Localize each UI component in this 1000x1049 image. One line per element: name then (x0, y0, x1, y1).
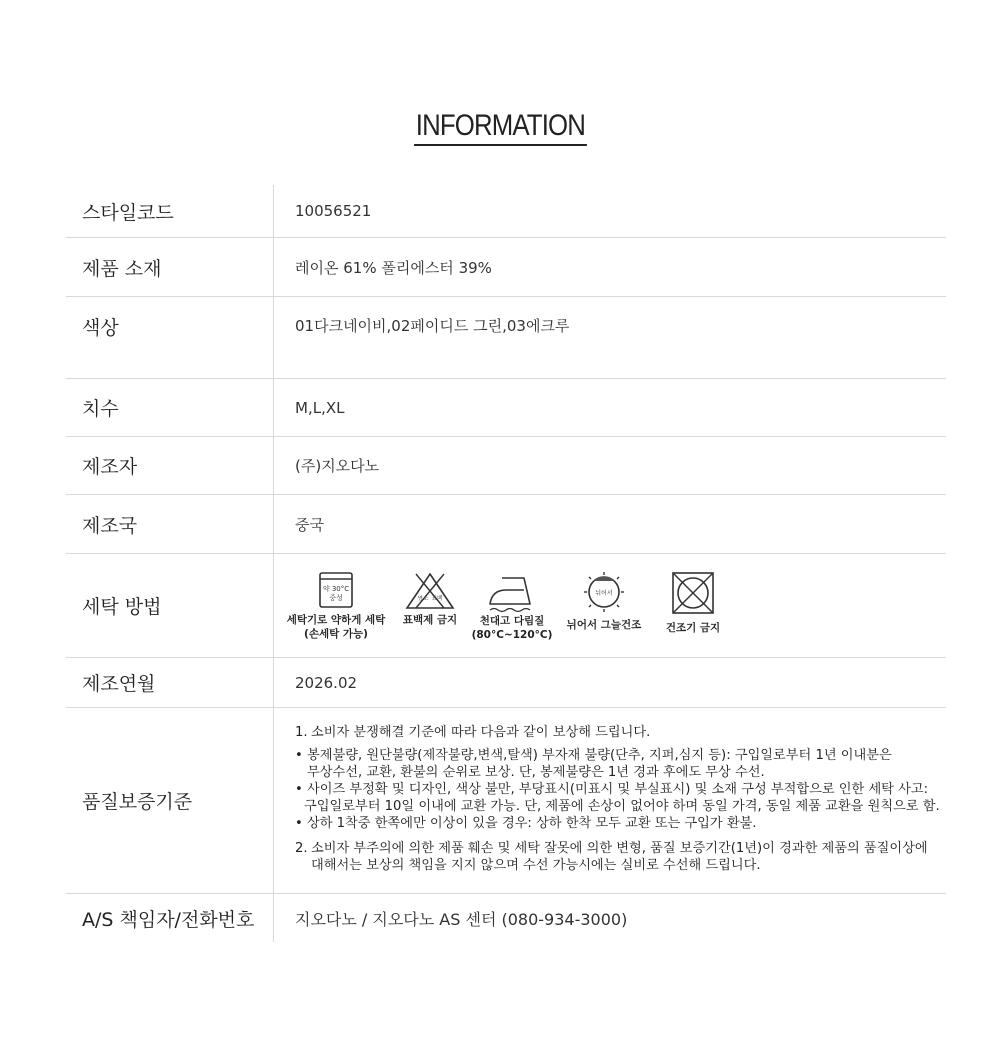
row-label: 제조국 (66, 495, 274, 553)
bullet-line: 봉제불량, 원단불량(제작불량,변색,탈색) 부자재 불량(단추, 지퍼,심지 등): 구입일로부터 1년 이내분은 (307, 748, 892, 763)
row-label: 제품 소재 (66, 238, 274, 296)
page-title: INFORMATION (414, 108, 587, 146)
row-color (66, 297, 946, 379)
care-label: 세탁기로 약하게 세탁 (286, 613, 386, 626)
row-style-code (66, 185, 946, 238)
care-label: 뉘어서 그늘건조 (566, 618, 642, 631)
row-value (274, 708, 946, 893)
warranty-text (295, 708, 940, 874)
row-value: 지오다노 / 지오다노 AS 센터 (080-934-3000) (295, 909, 628, 929)
row-value: 중국 (295, 515, 324, 534)
shade-dry-icon (580, 570, 628, 614)
page-title-wrap (0, 108, 1000, 146)
row-label: 세탁 방법 (66, 554, 274, 657)
row-material (66, 238, 946, 297)
warranty-item (295, 840, 940, 874)
shade-dry-text: 뉘어서 (595, 589, 613, 597)
care-label: 건조기 금지 (665, 621, 721, 634)
row-label: 품질보증기준 (66, 708, 274, 893)
row-label: 색상 (66, 297, 274, 378)
care-label-sub: (손세탁 가능) (304, 627, 368, 640)
warranty-bullet: • 봉제불량, 원단불량(제작불량,변색,탈색) 부자재 불량(단추, 지퍼,심지 등): 구입일로부터 1년 이내분은 무상수선, 교환, 환불의 순위로 보상. 단, 봉제불량은 1년 경과 후에도 무상 수선. (295, 748, 892, 780)
bleach-text-1: 염소 (417, 595, 429, 602)
wash-basin-icon (316, 570, 356, 610)
row-label: 스타일코드 (66, 185, 274, 237)
row-size (66, 379, 946, 437)
care-label: 표백제 금지 (402, 613, 458, 626)
row-country (66, 495, 946, 554)
iron-icon (484, 570, 540, 618)
row-value: 10056521 (295, 202, 372, 220)
care-label-sub: (80°C~120°C) (471, 628, 553, 641)
row-label: 치수 (66, 379, 274, 436)
no-bleach-icon (404, 570, 456, 610)
info-table (66, 185, 946, 942)
care-item (286, 570, 386, 641)
row-value: 2026.02 (295, 673, 358, 692)
care-item (658, 570, 728, 635)
wash-temp-text: 약 30°C (322, 584, 350, 593)
bullet-line: 사이즈 부정확 및 디자인, 색상 불만, 부당표시(미표시 및 부실표시) 및 소재 구성 부적합으로 인한 세탁 사고: (307, 782, 929, 797)
row-value: (주)지오다노 (295, 457, 380, 475)
row-date (66, 658, 946, 708)
care-item (564, 570, 644, 632)
row-as (66, 894, 946, 942)
wash-detergent-text: 중성 (329, 593, 343, 602)
row-label: 제조연월 (66, 658, 274, 707)
row-label: A/S 책임자/전화번호 (66, 894, 274, 942)
item-text: 소비자 부주의에 의한 제품 훼손 및 세탁 잘못에 의한 변형, 품질 보증기간(1년)이 경과한 제품의 품질이상에 (311, 841, 928, 856)
warranty-item (295, 724, 940, 741)
row-value: 레이온 61% 폴리에스터 39% (295, 258, 492, 277)
row-value: M,L,XL (295, 398, 345, 417)
care-icons (274, 554, 946, 657)
warranty-bullet: • 사이즈 부정확 및 디자인, 색상 불만, 부당표시(미표시 및 부실표시) 및 소재 구성 부적합으로 인한 세탁 사고: 구입일로부터 10일 이내에 교환 가능. 단, 제품에 손상이 없어야 하며 동일 가격, 동일 제품 교환을 원칙으로 함. (295, 782, 940, 814)
row-care (66, 554, 946, 658)
bleach-text-2: 표백 (431, 595, 443, 602)
bullet-line: 무상수선, 교환, 환불의 순위로 보상. 단, 봉제불량은 1년 경과 후에도 무상 수선. (307, 765, 765, 780)
item-text: 소비자 분쟁해결 기준에 따라 다음과 같이 보상해 드립니다. (311, 725, 651, 740)
item-text: 대해서는 보상의 책임을 지지 않으며 수선 가능시에는 실비로 수선해 드립니다. (311, 858, 761, 873)
item-number: 1. (295, 725, 308, 740)
no-tumble-dry-icon (670, 570, 716, 616)
warranty-bullet: • 상하 1착중 한쪽에만 이상이 있을 경우: 상하 한착 모두 교환 또는 구입가 환불. (295, 816, 757, 831)
row-warranty (66, 708, 946, 894)
row-maker (66, 437, 946, 495)
row-label: 제조자 (66, 437, 274, 494)
bullet-line: 상하 1착중 한쪽에만 이상이 있을 경우: 상하 한착 모두 교환 또는 구입가 환불. (307, 816, 757, 831)
warranty-bullets (295, 747, 940, 832)
care-item (400, 570, 460, 627)
row-value: 01다크네이비,02페이디드 그린,03에크루 (295, 317, 570, 335)
bullet-line: 구입일로부터 10일 이내에 교환 가능. 단, 제품에 손상이 없어야 하며 동일 가격, 동일 제품 교환을 원칙으로 함. (304, 799, 940, 814)
care-label: 천대고 다림질 (479, 614, 545, 627)
item-number: 2. (295, 841, 308, 856)
care-item (471, 570, 553, 642)
